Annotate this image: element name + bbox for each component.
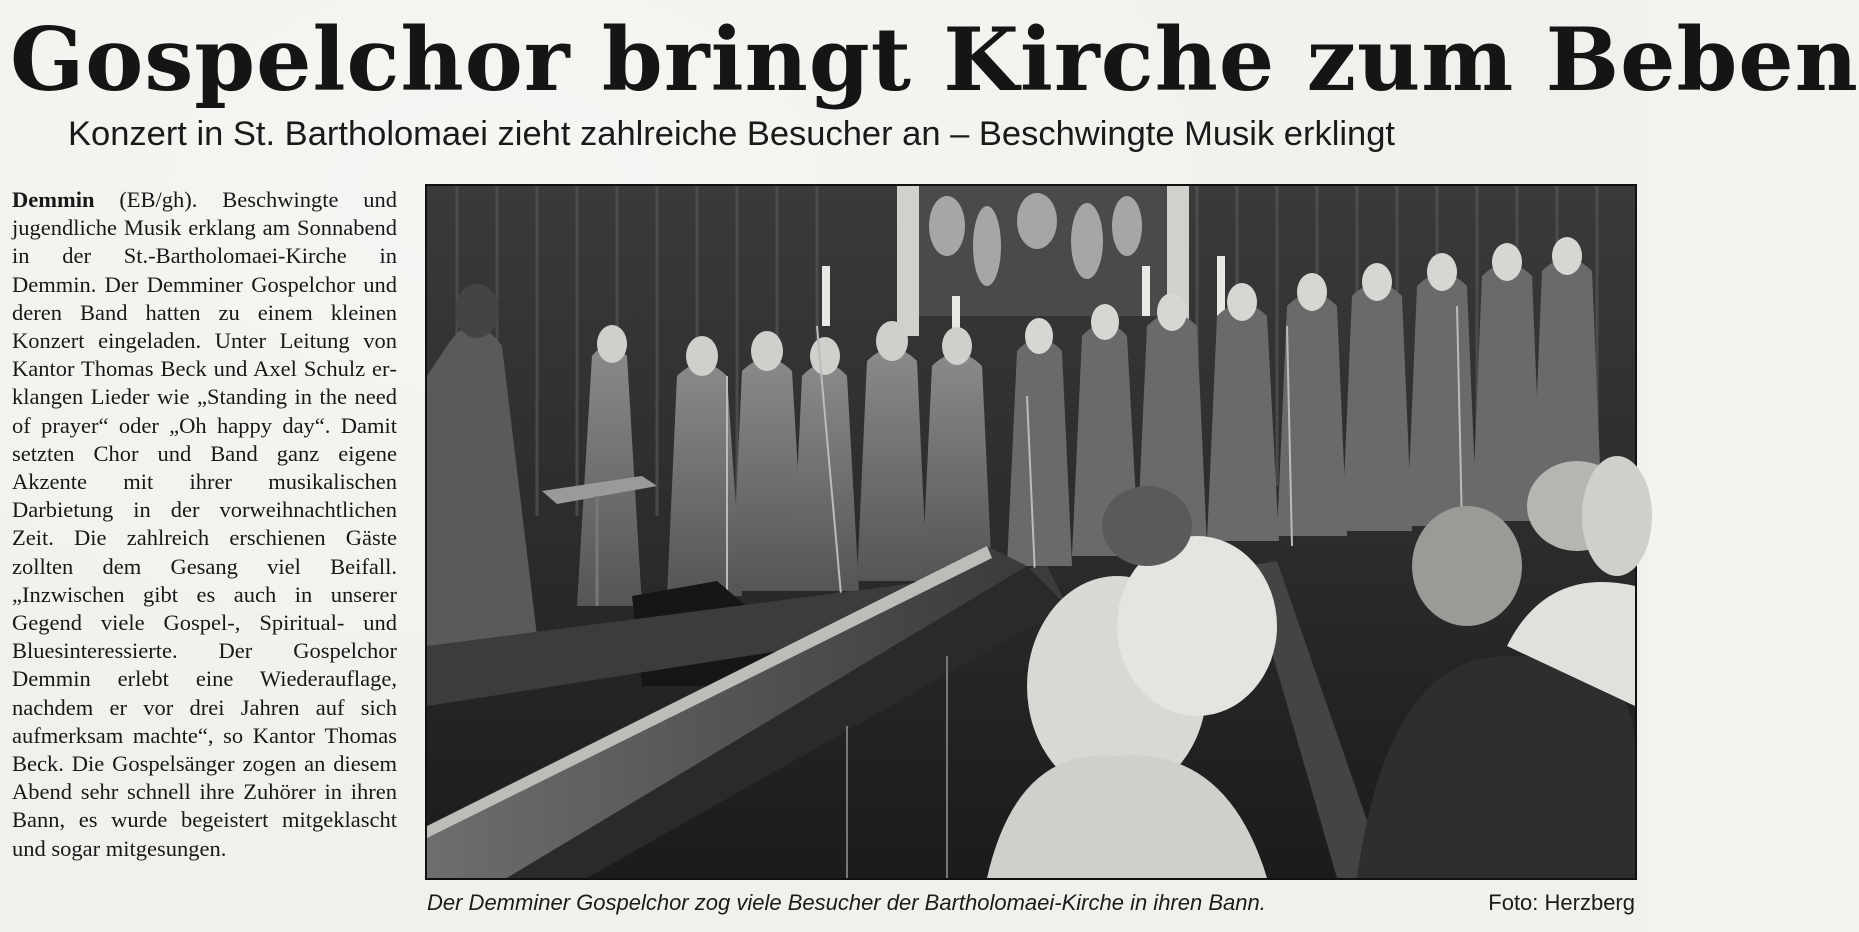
dateline: Demmin bbox=[12, 187, 95, 212]
photo-caption: Der Demminer Gospelchor zog viele Besucher der Bartholomaei-Kirche in ihren Bann. bbox=[427, 890, 1266, 915]
subheadline: Konzert in St. Bartholomaei zieht zahlreiche Besucher an – Beschwingte Musik erklingt bbox=[68, 115, 1396, 153]
concert-photo-image bbox=[427, 186, 1635, 878]
article-body bbox=[12, 186, 397, 863]
photo-credit: Foto: Herzberg bbox=[1488, 890, 1635, 915]
headline: Gospelchor bringt Kirche zum Beben bbox=[10, 8, 1859, 111]
concert-photo bbox=[425, 184, 1637, 880]
article-body-text: (EB/gh). Beschwingte und jugendliche Musik erklang am Sonnabend in der St.-Bartholomaei-Kirche in Demmin. Der Demminer Gospelchor und deren Band hatten zu einem kleinen Konzert eingeladen. Unter Leitung von Kantor Thomas Beck und Axel Schulz erklangen Lieder wie „Standing in the need of prayer“ oder „Oh happy day“. Damit setzten Chor und Band ganz eigene Akzente mit ihrer musikalischen Darbietung in der vorweihnachtlichen Zeit. Die zahlreich erschienen Gäste zollten dem Gesang viel Beifall. „Inzwischen gibt es auch in unserer Gegend viele Gospel-, Spiritual- und Bluesinteressierte. Der Gospelchor Demmin erlebt eine Wiederauflage, nachdem er vor drei Jahren auf sich aufmerksam machte“, so Kantor Thomas Beck. Die Gospelsänger zogen an diesem Abend sehr schnell ihre Zuhörer in ihren Bann, es wurde begeistert mitgeklascht und sogar mitgesungen. bbox=[12, 187, 398, 861]
